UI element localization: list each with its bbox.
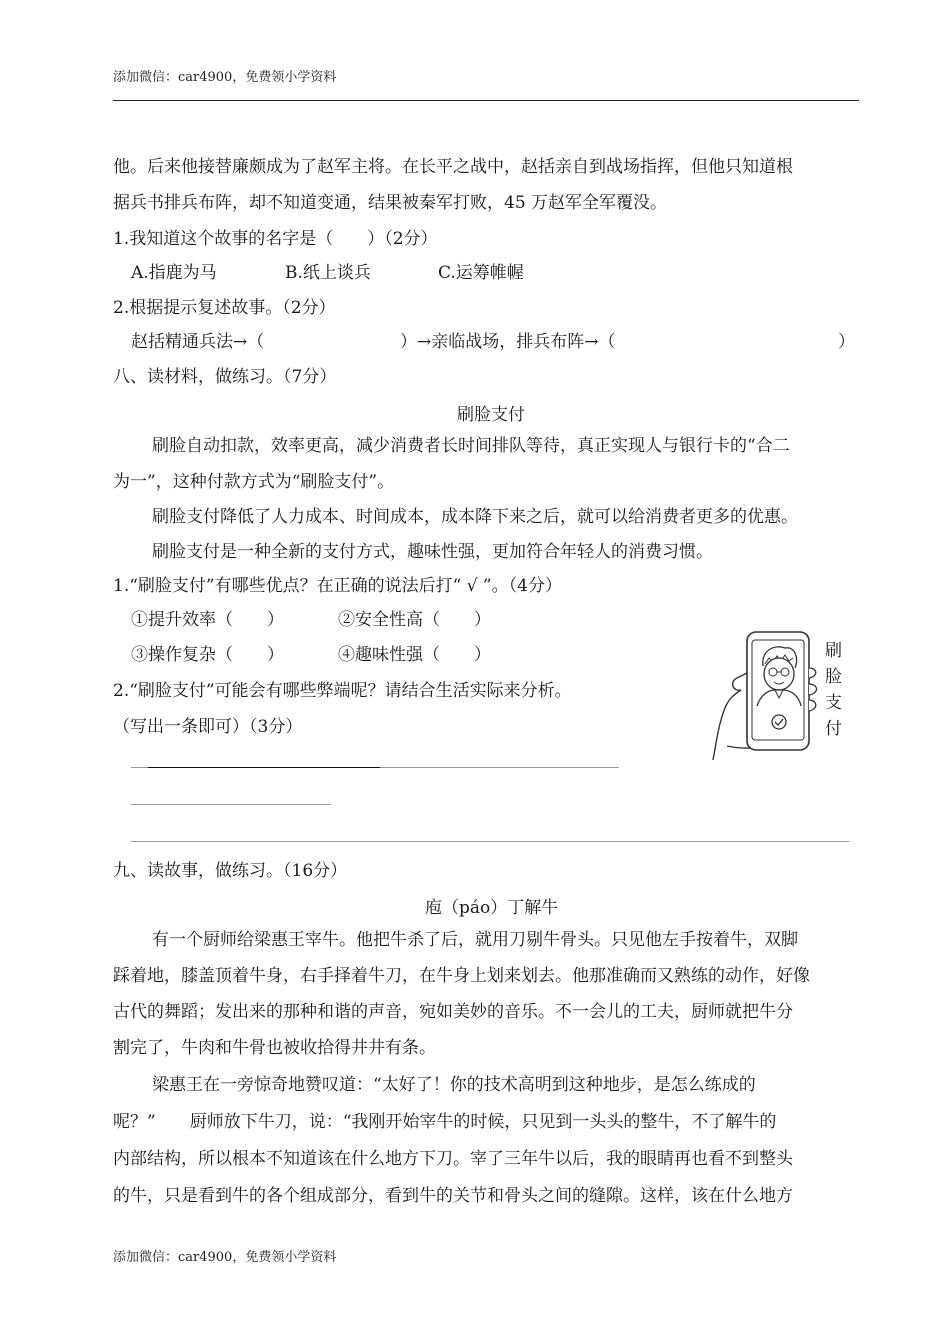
story-p1-line1: 有一个厨师给梁惠王宰牛。他把牛杀了后，就用刀剔牛骨头。只见他左手按着牛，双脚	[152, 930, 798, 950]
retell-prompt-end: ）	[838, 332, 855, 352]
option-b: B.纸上谈兵	[285, 263, 371, 283]
story-p2-line4: 的牛，只是看到牛的各个组成部分，看到牛的关节和骨头之间的缝隙。这样，该在什么地方	[113, 1186, 793, 1206]
illustration-caption	[825, 638, 845, 742]
material-p1-line1: 刷脸自动扣款，效率更高，减少消费者长时间排队等待，真正实现人与银行卡的“合二	[152, 436, 790, 456]
question-8-2-line2: （写出一条即可）（3分）	[113, 717, 303, 737]
story-p1-line4: 割完了，牛肉和牛骨也被收拾得井井有条。	[113, 1038, 436, 1058]
option-c: C.运筹帷幄	[438, 263, 524, 283]
question-8-1: 1.“刷脸支付”有哪些优点？在正确的说法后打“ √ ”。（4分）	[113, 576, 562, 596]
option-a: A.指鹿为马	[131, 263, 217, 283]
answer-line-1-written	[148, 767, 380, 768]
story-p2-line3: 内部结构，所以根本不知道该在什么地方下刀。宰了三年牛以后，我的眼睛再也看不到整头	[113, 1149, 793, 1169]
section-8-title: 刷脸支付	[457, 405, 525, 425]
material-p2: 刷脸支付降低了人力成本、时间成本，成本降下来之后，就可以给消费者更多的优惠。	[152, 507, 798, 527]
section-8-heading: 八、读材料，做练习。（7分）	[113, 367, 337, 387]
retell-prompt-start: 赵括精通兵法→（	[131, 332, 265, 352]
material-p3: 刷脸支付是一种全新的支付方式，趣味性强，更加符合年轻人的消费习惯。	[152, 542, 713, 562]
retell-prompt-middle: ）→亲临战场，排兵布阵→（	[400, 332, 616, 352]
story-p1-line2: 踩着地，膝盖顶着牛身，右手择着牛刀，在牛身上划来划去。他那准确而又熟练的动作，好像	[113, 966, 810, 986]
caption-char-1: 刷	[825, 641, 842, 661]
story-line-2: 据兵书排兵布阵，却不知道变通，结果被秦军打败，45 万赵军全军覆没。	[113, 193, 668, 213]
material-p1-line2: 为一”，这种付款方式为“刷脸支付”。	[113, 472, 395, 492]
story-line-1: 他。后来他接替廉颇成为了赵军主将。在长平之战中，赵括亲自到战场指挥，但他只知道根	[113, 157, 793, 177]
option-complex: ③操作复杂（ ）	[131, 645, 284, 665]
question-7-1: 1.我知道这个故事的名字是（ ）（2分）	[113, 229, 438, 249]
story-p1-line3: 古代的舞蹈；发出来的那种和谐的声音，宛如美妙的音乐。不一会儿的工夫，厨师就把牛分	[113, 1002, 793, 1022]
question-8-2-line1: 2.“刷脸支付”可能会有哪些弊端呢？请结合生活实际来分析。	[113, 681, 572, 701]
footer-note: 添加微信：car4900，免费领小学资料	[113, 1250, 337, 1265]
answer-line-3[interactable]	[131, 841, 849, 842]
section-9-title: 庖（páo）丁解牛	[425, 898, 559, 918]
caption-char-3: 支	[825, 693, 842, 713]
story-p2-line1: 梁惠王在一旁惊奇地赞叹道：“太好了！你的技术高明到这种地步，是怎么练成的	[152, 1075, 756, 1095]
caption-char-4: 付	[825, 719, 842, 739]
answer-line-2[interactable]	[131, 804, 331, 805]
question-7-2: 2.根据提示复述故事。（2分）	[113, 298, 336, 318]
story-p2-line2: 呢？” 厨师放下牛刀，说：“我刚开始宰牛的时候，只见到一头头的整牛，不了解牛的	[113, 1112, 777, 1132]
option-fun: ④趣味性强（ ）	[338, 645, 491, 665]
face-payment-illustration	[705, 628, 855, 768]
header-divider	[113, 100, 859, 101]
option-efficiency: ①提升效率（ ）	[131, 610, 284, 630]
section-9-heading: 九、读故事，做练习。（16分）	[113, 861, 348, 881]
header-note: 添加微信：car4900，免费领小学资料	[113, 70, 337, 85]
option-security: ②安全性高（ ）	[338, 610, 491, 630]
caption-char-2: 脸	[825, 667, 842, 687]
